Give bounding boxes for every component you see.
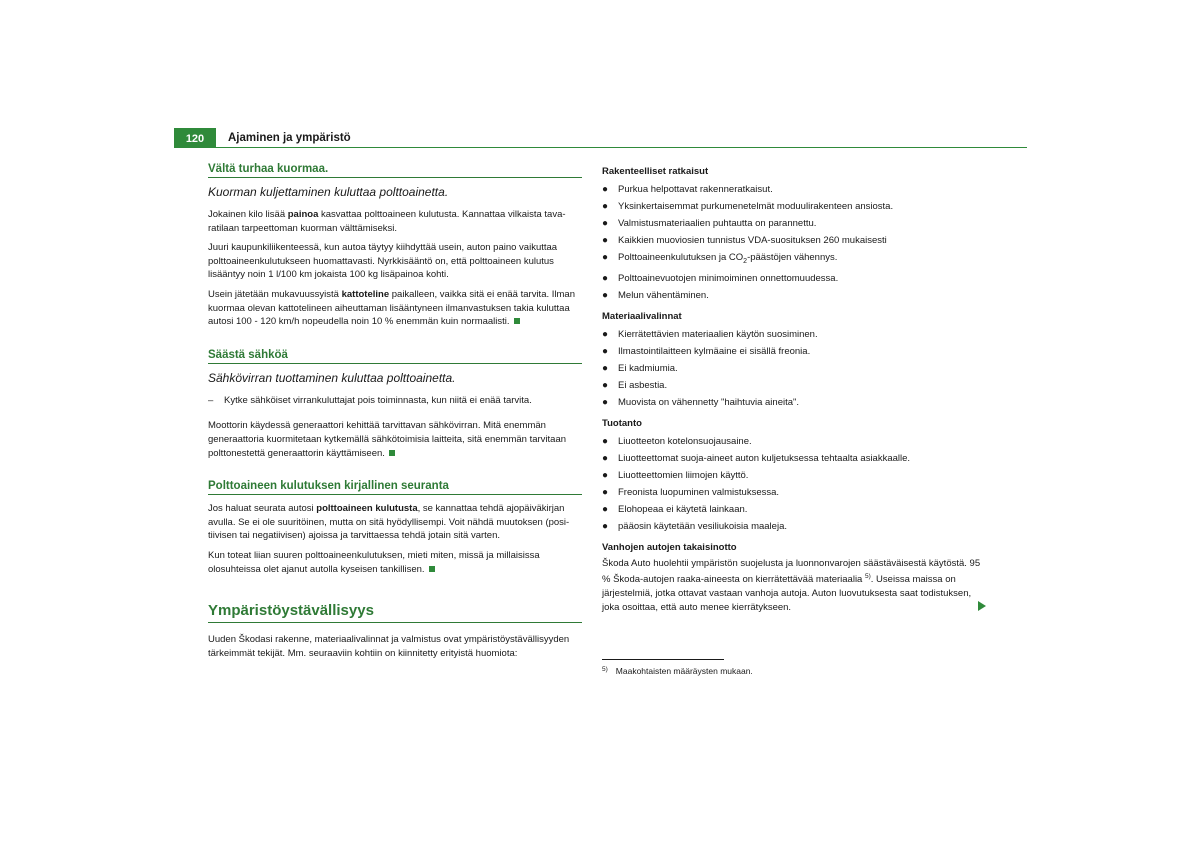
subheading-materials: Materiaalivalinnat: [602, 310, 682, 322]
list-item: ● Ei asbestia.: [602, 379, 668, 391]
section-heading-load: Vältä turhaa kuormaa.: [208, 163, 582, 178]
paragraph-recycling: Škoda Auto huolehtii ympäristön suojelusta ja luonnonvarojen säästäväisestä käytöstä. 95 % Škoda-autojen raaka-aineesta on kierrätettävää materiaalia $^{5)}$. Useissa maissa on järjestelmiä, jotka ottavat vastaan vanhoja autoja. Auton luovutuksesta saat todistuksen, joka osoittaa, että auto menee kierrätykseen.: [602, 557, 981, 613]
section-end-marker: [514, 318, 520, 324]
continue-arrow-icon: [978, 601, 986, 611]
list-item: ● Purkua helpottavat rakenneratkaisut.: [602, 184, 773, 195]
footnote: [602, 666, 753, 676]
list-item: ● Yksinkertaisemmat purkumenetelmät moduulirakenteen ansiosta.: [602, 201, 894, 212]
list-item: ● Ilmastointilaitteen kylmäaine ei sisällä freonia.: [602, 345, 811, 357]
list-item: ● Liuotteettomien liimojen käyttö.: [602, 469, 749, 481]
section-lead-electricity: Sähkövirran tuottaminen kuluttaa polttoainetta.: [208, 370, 456, 385]
list-item: ● Kierrätettävien materiaalien käytön suosiminen.: [602, 328, 818, 340]
section-heading-environment: Ympäristöystävällisyys: [208, 602, 582, 623]
list-item: ● pääosin käytetään vesiliukoisia maaleja.: [602, 520, 787, 532]
paragraph-logbook: Jos haluat seurata autosi polttoaineen kulutusta, se kannattaa tehdä ajopäiväkirjan avulla. Se ei ole suuritöinen, mutta on sitä hyödyllisempi. Voit nähdä muutoksen (posi-tiivisen tai negatiivisen) ajoissa ja tarvittaessa tehdä jotain sitä varten.: [208, 503, 570, 542]
list-item: ● Melun vähentäminen.: [602, 289, 709, 301]
footnote-text: Maakohtaisten määräysten mukaan.: [615, 666, 753, 676]
list-item: ● Kaikkien muoviosien tunnistus VDA-suosituksen 260 mukaisesti: [602, 235, 887, 246]
footnote-mark: 5): [602, 666, 608, 673]
paragraph-city-traffic: Juuri kaupunkiliikenteessä, kun autoa täytyy kiihdyttää usein, auton paino vaikuttaa polttoaineenkulutukseen huomattavasti. Nyrkkisääntö on, että polttoaineen kulutus lisääntyy noin 1 l/100 km jokaista 100 kg lisäpainoa kohti.: [208, 242, 558, 281]
list-item: ● Muovista on vähennetty "haihtuvia aineita".: [602, 396, 800, 408]
paragraph-weight: Jokainen kilo lisää painoa kasvattaa polttoaineen kulutusta. Kannattaa vilkaista tava-ratilaan tarpeettoman kuorman välttämiseksi.: [208, 209, 566, 234]
page-header: [174, 128, 1027, 148]
subheading-design: Rakenteelliset ratkaisut: [602, 166, 709, 177]
dash-marker: –: [208, 394, 214, 406]
list-item: ● Ei kadmiumia.: [602, 362, 678, 374]
list-production: [602, 433, 982, 535]
list-item: ● Elohopeaa ei käytetä lainkaan.: [602, 503, 748, 515]
subheading-recycling: Vanhojen autojen takaisinotto: [602, 541, 737, 553]
section-end-marker: [429, 566, 435, 572]
list-item: ● Freonista luopuminen valmistuksessa.: [602, 486, 780, 498]
list-item: ● Liuotteettomat suoja-aineet auton kuljetuksessa tehtaalta asiakkaalle.: [602, 452, 911, 464]
list-item: ● Valmistusmateriaalien puhtautta on parannettu.: [602, 218, 817, 229]
footnote-rule: [602, 659, 724, 660]
section-heading-logbook: Polttoaineen kulutuksen kirjallinen seuranta: [208, 480, 582, 495]
paragraph-environment-intro: Uuden Škodasi rakenne, materiaalivalinnat ja valmistus ovat ympäristöystävällisyyden tärkeimmät tekijät. Mm. seuraaviin kohtiin on kiinnitetty erityistä huomiota:: [208, 634, 570, 659]
list-item: ● Polttoaineenkulutuksen ja $CO_2$-päästöjen vähennys.: [602, 252, 838, 265]
paragraph-roof-rack: Usein jätetään mukavuussyistä kattoteline paikalleen, vaikka sitä ei enää tarvita. Ilman kuormaa olevan kattotelineen aiheuttaman lisääntyneen ilmanvastuksen takia kuluttaa autosi 100 - 120 km/h nopeudella noin 10 % enemmän kuin normaalisti.: [208, 288, 575, 328]
section-end-marker: [389, 450, 395, 456]
section-heading-electricity: Säästä sähköä: [208, 349, 582, 364]
list-design: [602, 181, 982, 304]
footnote-reference: 5): [865, 573, 871, 581]
paragraph-generator: Moottorin käydessä generaattori kehittää tarvittavan sähkövirran. Mitä enemmän generaattoria kuormitetaan kytkemällä sähkötoimisia laitteita, sitä enemmän tarvitaan polttonestettä generaattorin käyttämiseen.: [208, 420, 567, 459]
left-column: [208, 163, 582, 666]
list-item: ● Liuotteeton kotelonsuojausaine.: [602, 435, 752, 447]
section-lead-load: Kuorman kuljettaminen kuluttaa polttoainetta.: [208, 185, 449, 199]
subheading-production: Tuotanto: [602, 417, 642, 429]
header-rule: [216, 147, 1027, 148]
instruction-item: – Kytke sähköiset virrankuluttajat pois toiminnasta, kun niitä ei enää tarvita.: [208, 394, 532, 406]
chapter-title: Ajaminen ja ympäristö: [228, 132, 351, 144]
page-number: 120: [174, 128, 216, 148]
list-materials: [602, 326, 982, 411]
paragraph-high-consumption: Kun toteat liian suuren polttoaineenkulutuksen, mieti miten, missä ja millaisissa olosuhteissa olet ajanut autolla kyseisen tankillisen.: [208, 549, 540, 575]
right-column: [602, 165, 982, 620]
list-item: ● Polttoainevuotojen minimoiminen onnettomuudessa.: [602, 272, 839, 284]
